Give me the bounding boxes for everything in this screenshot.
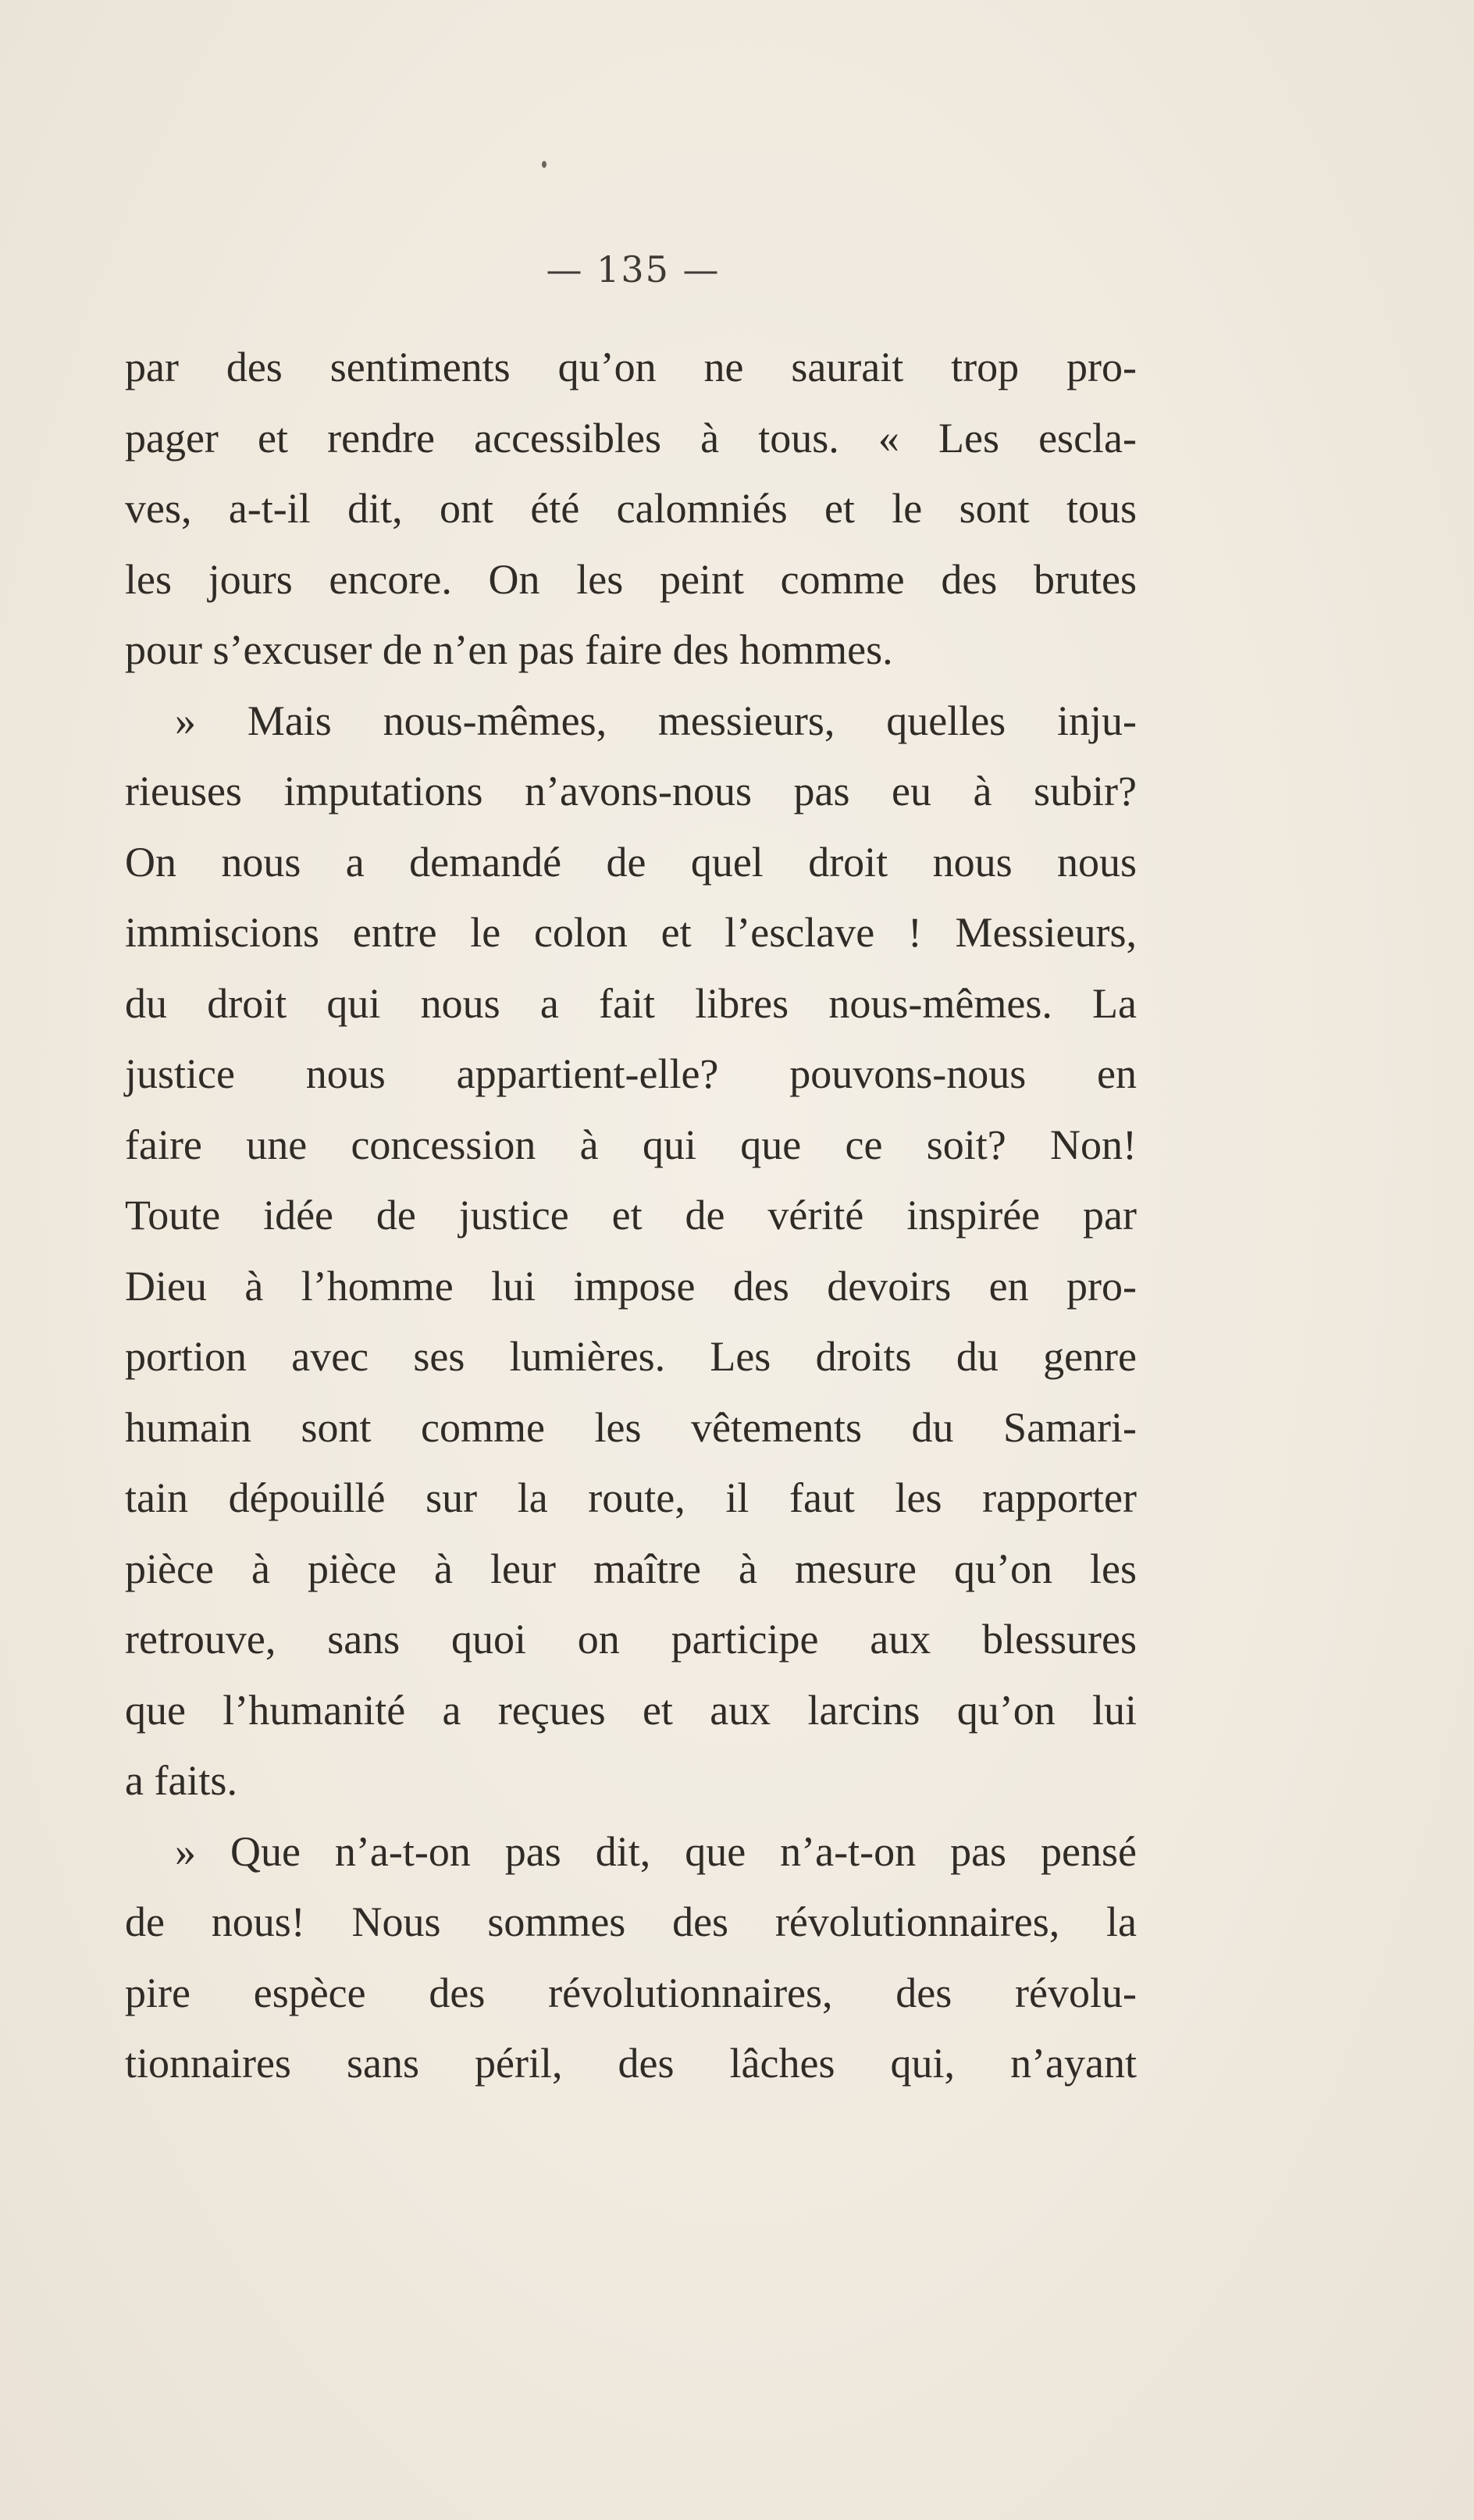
text-line: de nous! Nous sommes des révolutionnaires, la	[125, 1898, 1137, 1945]
text-line: humain sont comme les vêtements du Samari-	[125, 1403, 1137, 1451]
text-line: tain dépouillé sur la route, il faut les rapporter	[125, 1474, 1137, 1521]
body-text	[125, 332, 1137, 2099]
text-line: faire une concession à qui que ce soit? Non!	[125, 1121, 1137, 1168]
ink-speck	[542, 161, 547, 168]
text-line: que l’humanité a reçues et aux larcins qu’on lui	[125, 1686, 1137, 1734]
text-line: justice nous appartient-elle? pouvons-nous en	[125, 1050, 1137, 1097]
text-line: » Que n’a-t-on pas dit, que n’a-t-on pas pensé	[175, 1827, 1137, 1875]
text-line: On nous a demandé de quel droit nous nous	[125, 838, 1137, 886]
text-line: pour s’excuser de n’en pas faire des hommes.	[125, 626, 893, 673]
page-number: — 135 —	[546, 248, 721, 290]
text-line: Toute idée de justice et de vérité inspirée par	[125, 1192, 1137, 1239]
text-line: les jours encore. On les peint comme des brutes	[125, 555, 1137, 603]
text-line: par des sentiments qu’on ne saurait trop pro-	[125, 344, 1137, 390]
text-line: pire espèce des révolutionnaires, des révolu-	[125, 1969, 1137, 2016]
text-line: retrouve, sans quoi on participe aux blessures	[125, 1616, 1137, 1663]
text-line: Dieu à l’homme lui impose des devoirs en pro-	[125, 1262, 1137, 1310]
text-line: » Mais nous-mêmes, messieurs, quelles inju-	[175, 697, 1137, 744]
text-line: pager et rendre accessibles à tous. « Les escla-	[125, 414, 1137, 462]
text-line: a faits.	[125, 1757, 237, 1804]
text-line: immiscions entre le colon et l’esclave ! Messieurs,	[125, 909, 1137, 956]
text-line: pièce à pièce à leur maître à mesure qu’on les	[125, 1545, 1137, 1592]
text-line: du droit qui nous a fait libres nous-mêmes. La	[125, 979, 1137, 1027]
text-line: portion avec ses lumières. Les droits du genre	[125, 1333, 1137, 1380]
text-line: rieuses imputations n’avons-nous pas eu à subir?	[125, 768, 1137, 814]
text-line: ves, a-t-il dit, ont été calomniés et le sont tous	[125, 485, 1137, 532]
text-line: tionnaires sans péril, des lâches qui, n’ayant	[125, 2040, 1137, 2087]
